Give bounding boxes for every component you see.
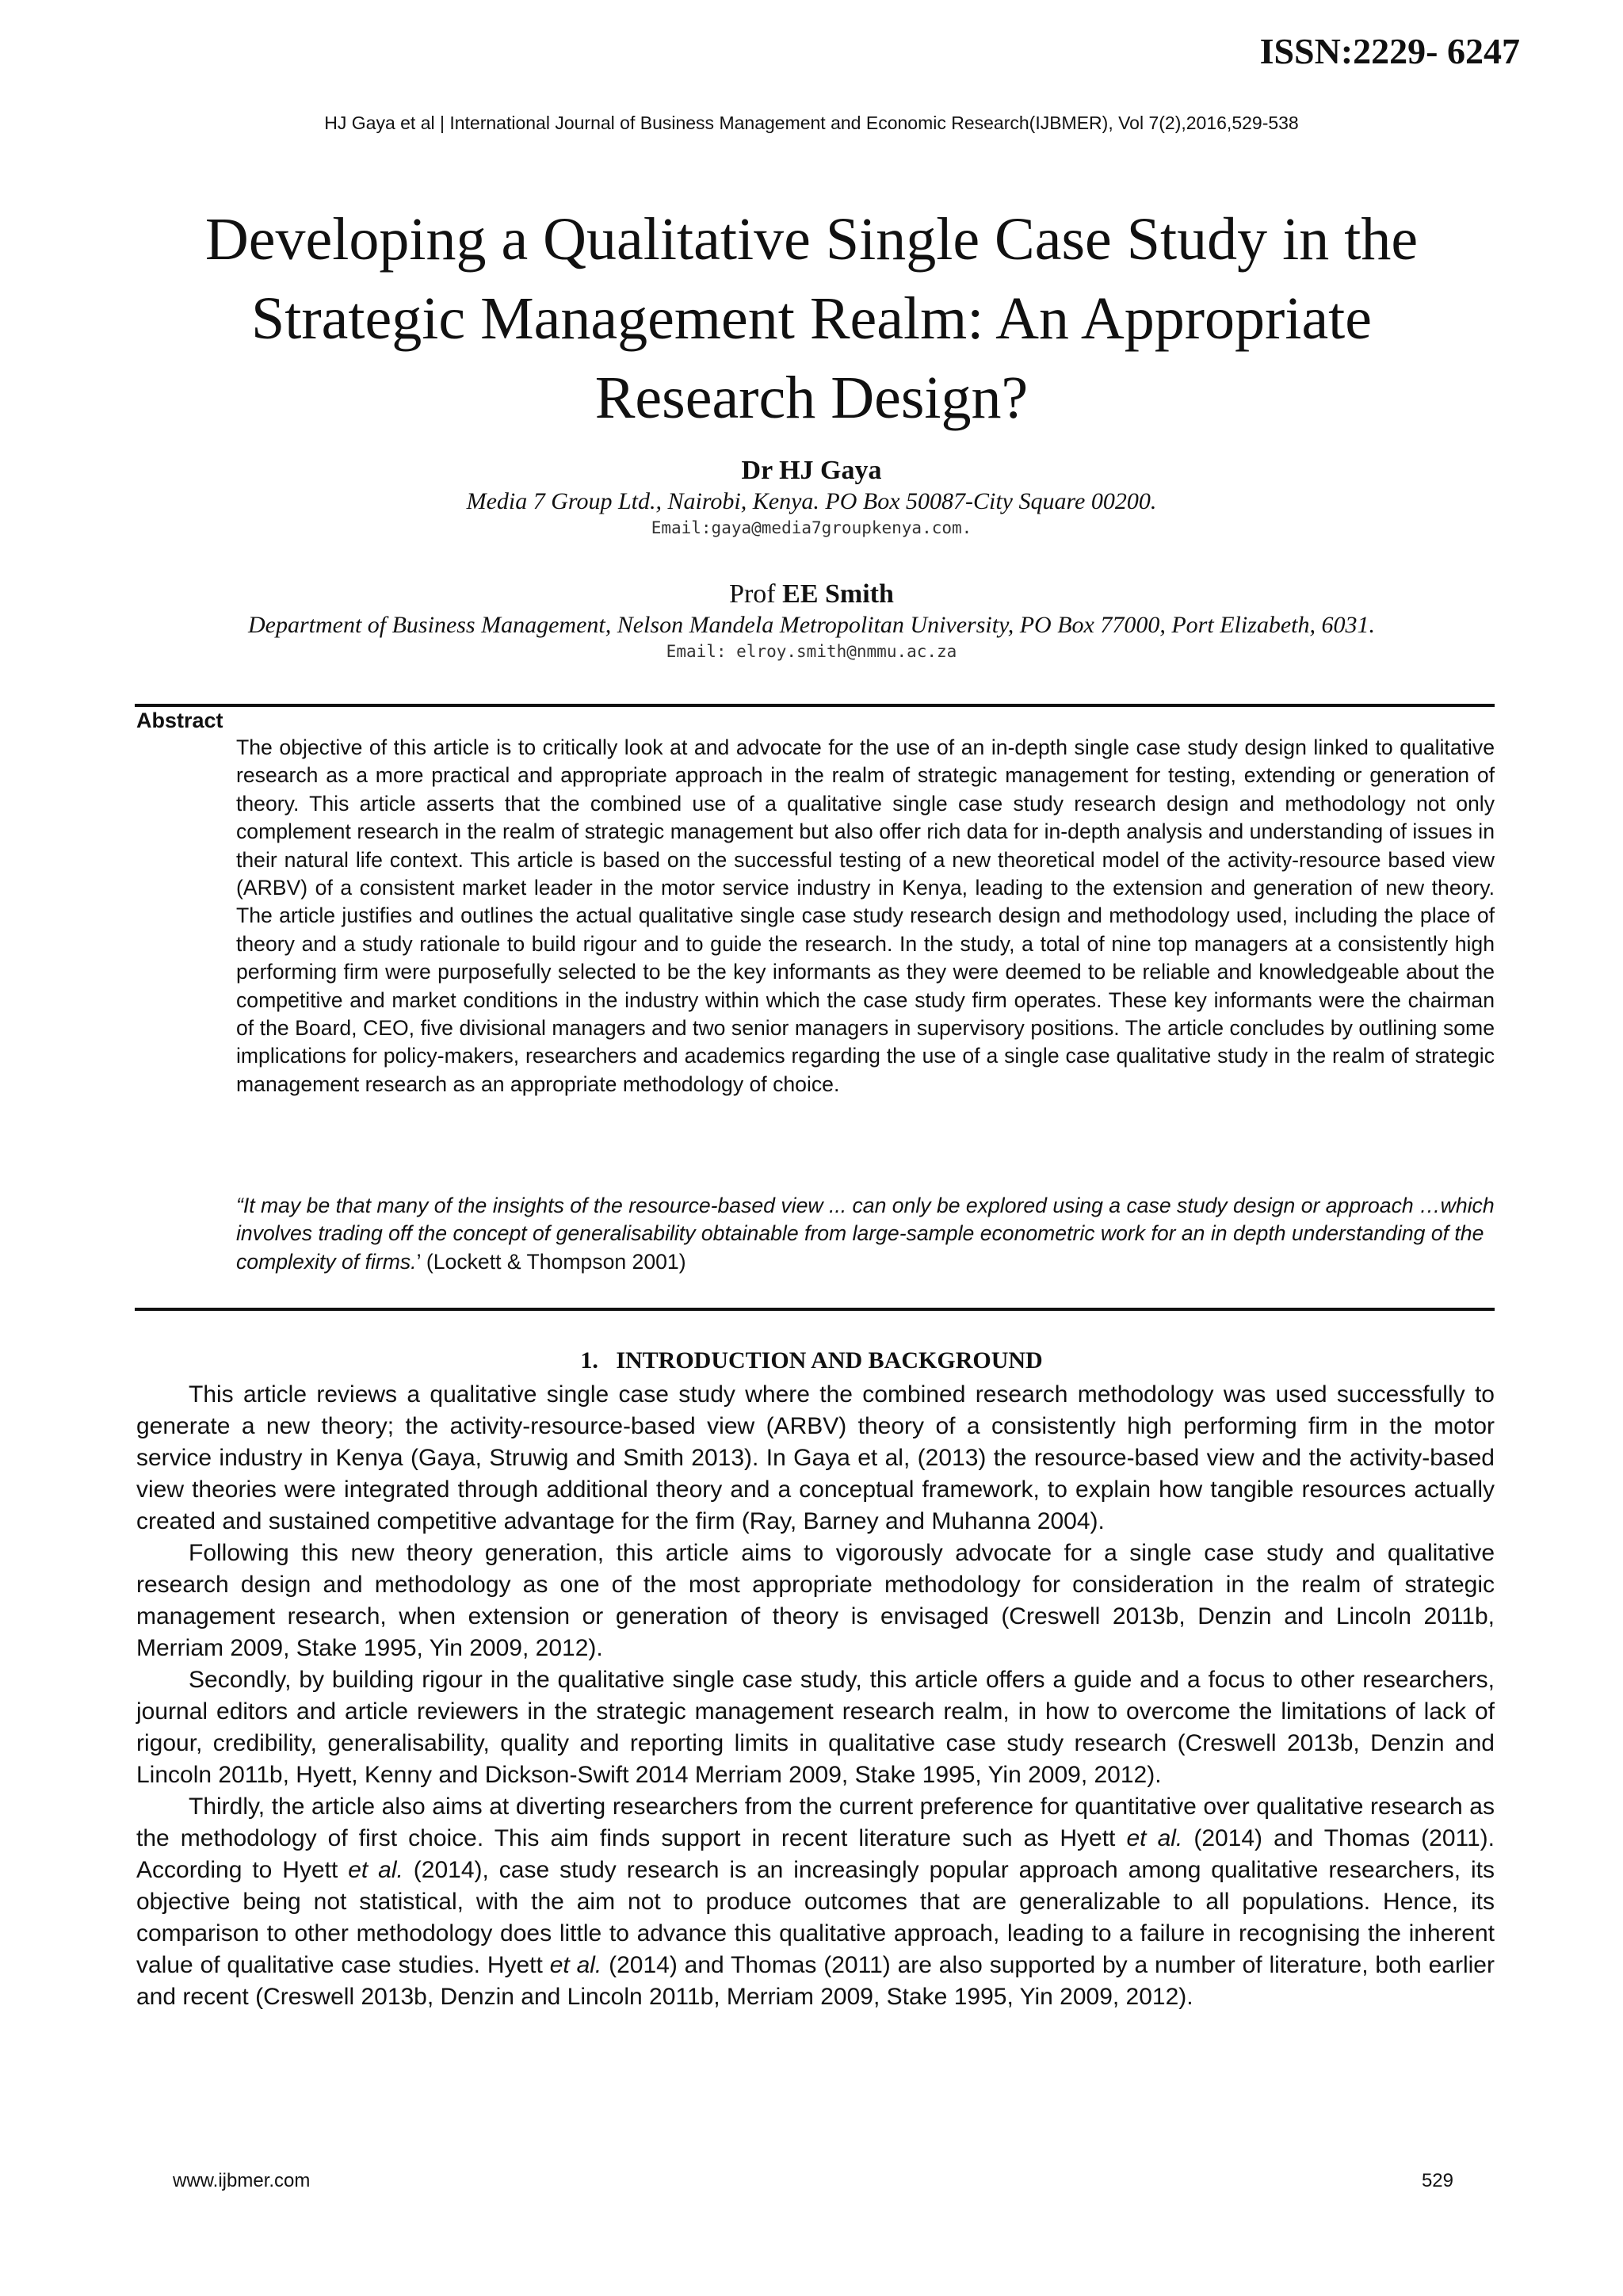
author-block-1 (0, 455, 1623, 539)
epigraph-quote (236, 1192, 1495, 1276)
author-name-text: HJ Gaya (779, 456, 882, 485)
text-run: Thirdly, the article also aims at diverting researchers from the current preference for quantitative over qualitative research as the methodology of first choice. This aim finds support in recent literature such as Hyett (136, 1794, 1495, 1851)
footer-website[interactable]: www.ijbmer.com (173, 2170, 311, 2191)
text-run: (2014), case study research is an increasingly popular approach among qualitative researchers, its objective being not statistical, with the aim not to produce outcomes that are generalizable to all populations. Hence, its comparison to other methodology does little to advance this qualitative approach, leading to a failure in recognising the inherent value of qualitative case studies. Hyett (136, 1857, 1495, 1978)
text-run: (2014) and Thomas (2011) are also supported by a number of literature, both earlier and recent (Creswell 2013b, Denzin and Lincoln 2011b, Merriam 2009, Stake 1995, Yin 2009, 2012). (136, 1952, 1495, 2010)
abstract-bottom-rule (135, 1308, 1495, 1311)
et-al: et al. (348, 1857, 403, 1883)
author-affiliation: Media 7 Group Ltd., Nairobi, Kenya. PO Box 50087-City Square 00200. (466, 488, 1157, 514)
author-name (0, 579, 1623, 610)
author-title-prefix: Prof (729, 579, 776, 609)
abstract-top-rule (135, 704, 1495, 707)
quote-citation: ’ (Lockett & Thompson 2001) (416, 1249, 686, 1274)
paragraph (136, 1791, 1495, 2013)
author-name-text: Dr (741, 456, 773, 485)
paragraph: Secondly, by building rigour in the qualitative single case study, this article offers a guide and a focus to other researchers, journal editors and article reviewers in the strategic management research realm, in how to overcome the limitations of lack of rigour, credibility, generalisability, quality and reporting limits in qualitative case study research (Creswell 2013b, Denzin and Lincoln 2011b, Hyett, Kenny and Dickson-Swift 2014 Merriam 2009, Stake 1995, Yin 2009, 2012). (136, 1667, 1495, 1788)
author-block-2 (0, 579, 1623, 663)
title-line-2: Strategic Management Realm: An Appropriate (250, 285, 1373, 352)
et-al: et al. (1126, 1825, 1183, 1851)
title-line-1: Developing a Qualitative Single Case Study in the (204, 206, 1419, 273)
et-al: et al. (549, 1952, 602, 1978)
quote-text: “It may be that many of the insights of the resource-based view ... can only be explored using a case study design or approach …which involves trading off the concept of generalisability obtainable from large-sample econometric work for an in depth understanding of the complexity of firms. (236, 1194, 1495, 1274)
footer-page-number: 529 (1421, 2170, 1453, 2191)
running-header: HJ Gaya et al | International Journal of Business Management and Economic Research(IJBMER), Vol 7(2),2016,529-538 (324, 113, 1299, 133)
author-affiliation: Department of Business Management, Nelson Mandela Metropolitan University, PO Box 77000, Port Elizabeth, 6031. (247, 612, 1376, 638)
author-email[interactable]: Email:gaya@media7groupkenya.com. (651, 518, 972, 537)
author-email[interactable]: Email: elroy.smith@nmmu.ac.za (666, 642, 957, 661)
section-title: INTRODUCTION AND BACKGROUND (616, 1347, 1043, 1373)
section-body (136, 1379, 1495, 2013)
paragraph: Following this new theory generation, this article aims to vigorously advocate for a single case study and qualitative research design and methodology as one of the most appropriate methodology for consideration in the realm of strategic management research, when extension or generation of theory is envisaged (Creswell 2013b, Denzin and Lincoln 2011b, Merriam 2009, Stake 1995, Yin 2009, 2012). (136, 1540, 1495, 1661)
article-title (127, 200, 1496, 437)
issn-number: ISSN:2229- 6247 (1259, 31, 1520, 71)
abstract-label: Abstract (136, 709, 223, 732)
paragraph: This article reviews a qualitative single case study where the combined research methodology was used successfully to generate a new theory; the activity-resource-based view (ARBV) theory of a consistently high performing firm in the motor service industry in Kenya (Gaya, Struwig and Smith 2013). In Gaya et al, (2013) the resource-based view and the activity-based view theories were integrated through additional theory and a conceptual framework, to explain how tangible resources actually created and sustained competitive advantage for the firm (Ray, Barney and Muhanna 2004). (136, 1381, 1495, 1534)
title-line-3: Research Design? (594, 365, 1029, 431)
text-run: (2014) and Thomas (2011). According to Hyett (136, 1825, 1495, 1883)
section-heading (0, 1347, 1623, 1374)
abstract-text: The objective of this article is to critically look at and advocate for the use of an in-depth single case study design linked to qualitative research as a more practical and appropriate approach in the realm of strategic management for testing, extending or generation of theory. This article asserts that the combined use of a qualitative single case study research design and methodology not only complement research in the realm of strategic management but also offer rich data for in-depth analysis and understanding of issues in their natural life context. This article is based on the successful testing of a new theoretical model of the activity-resource based view (ARBV) of a consistent market leader in the motor service industry in Kenya, leading to the extension and generation of new theory. The article justifies and outlines the actual qualitative single case study research design and methodology used, including the place of theory and a study rationale to build rigour and to guide the research. In the study, a total of nine top managers at a consistently high performing firm were purposefully selected to be the key informants as they were deemed to be reliable and knowledgeable about the competitive and market conditions in the industry within which the case study firm operates. These key informants were the chairman of the Board, CEO, five divisional managers and two senior managers in supervisory positions. The article concludes by outlining some implications for policy-makers, researchers and academics regarding the use of a single case qualitative study in the realm of strategic management research as an appropriate methodology of choice. (236, 735, 1495, 1096)
author-name-text: EE Smith (782, 579, 894, 609)
author-name (0, 455, 1623, 487)
section-number: 1. (580, 1347, 598, 1373)
